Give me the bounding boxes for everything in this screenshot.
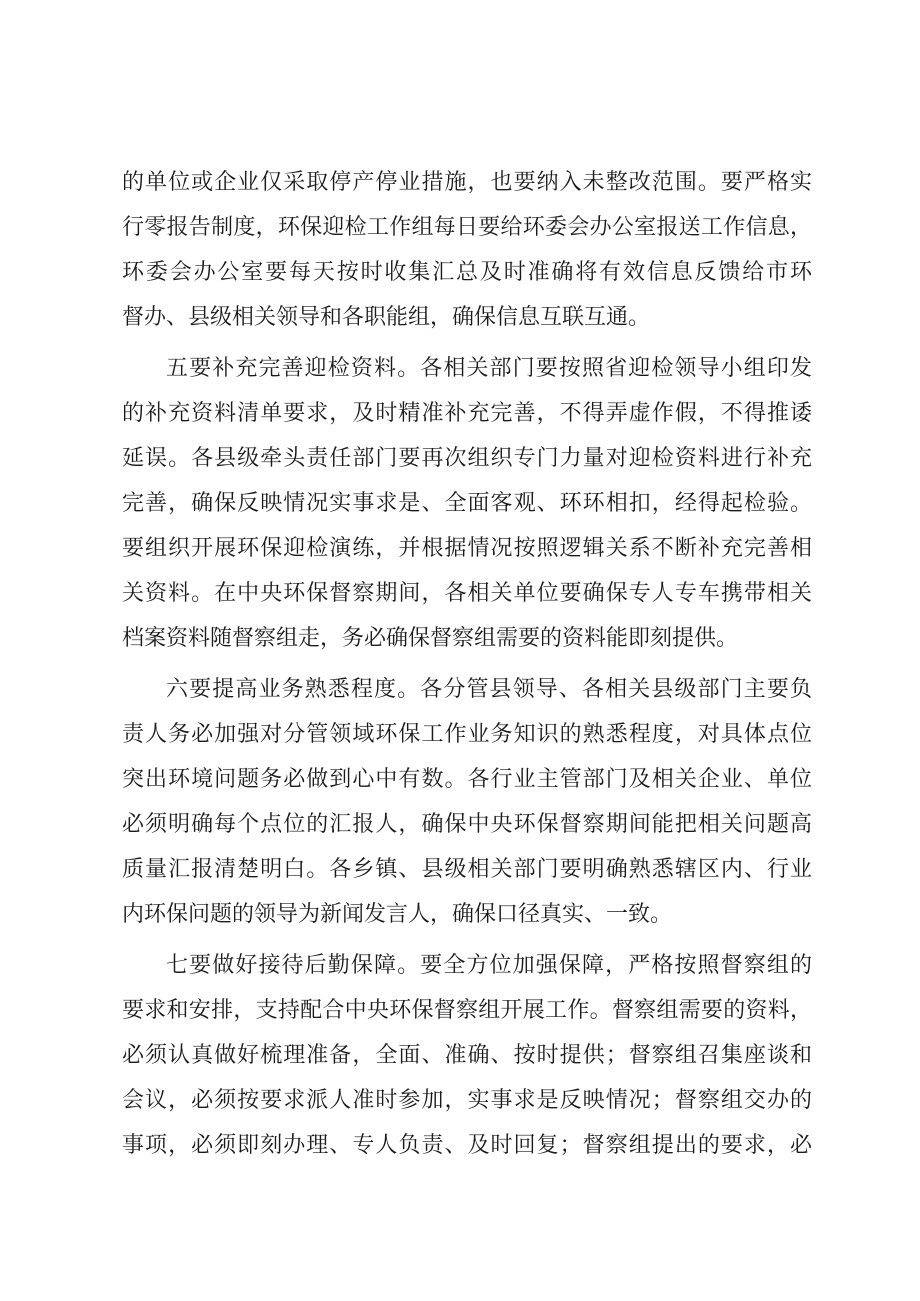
- paragraph-item-7: [122, 943, 812, 1168]
- text-line: 督办、县级相关领导和各职能组，确保信息互联互通。: [122, 305, 651, 330]
- text-line: 事项，必须即刻办理、专人负责、及时回复；督察组提出的要求，必: [122, 1133, 812, 1158]
- text-line: 环委会办公室要每天按时收集汇总及时准确将有效信息反馈给市环: [122, 260, 812, 285]
- text-line: 必须明确每个点位的汇报人，确保中央环保督察期间能把相关问题高: [122, 812, 812, 837]
- text-line: 七要做好接待后勤保障。要全方位加强保障，严格按照督察组的: [166, 953, 812, 978]
- text-line: 的补充资料清单要求，及时精准补充完善，不得弄虚作假，不得推诿: [122, 401, 812, 426]
- text-line: 六要提高业务熟悉程度。各分管县领导、各相关县级部门主要负: [166, 677, 812, 702]
- text-line: 要求和安排，支持配合中央环保督察组开展工作。督察组需要的资料，: [122, 998, 812, 1023]
- paragraph-continuation: [122, 160, 812, 340]
- paragraph-item-6: [122, 667, 812, 937]
- text-line: 要组织开展环保迎检演练，并根据情况按照逻辑关系不断补充完善相: [122, 536, 812, 561]
- text-line: 会议，必须按要求派人准时参加，实事求是反映情况；督察组交办的: [122, 1088, 812, 1113]
- text-line: 必须认真做好梳理准备，全面、准确、按时提供；督察组召集座谈和: [122, 1043, 812, 1068]
- text-line: 档案资料随督察组走，务必确保督察组需要的资料能即刻提供。: [122, 626, 739, 651]
- paragraph-item-5: [122, 346, 812, 661]
- text-line: 的单位或企业仅采取停产停业措施，也要纳入未整改范围。要严格实: [122, 170, 812, 195]
- text-line: 行零报告制度，环保迎检工作组每日要给环委会办公室报送工作信息，: [122, 215, 812, 240]
- text-line: 关资料。在中央环保督察期间，各相关单位要确保专人专车携带相关: [122, 581, 812, 606]
- text-line: 突出环境问题务必做到心中有数。各行业主管部门及相关企业、单位: [122, 767, 812, 792]
- text-line: 延误。各县级牵头责任部门要再次组织专门力量对迎检资料进行补充: [122, 446, 812, 471]
- document-body: [122, 160, 812, 1168]
- text-line: 质量汇报清楚明白。各乡镇、县级相关部门要明确熟悉辖区内、行业: [122, 857, 812, 882]
- text-line: 完善，确保反映情况实事求是、全面客观、环环相扣，经得起检验。: [122, 491, 812, 516]
- text-line: 责人务必加强对分管领域环保工作业务知识的熟悉程度，对具体点位: [122, 722, 812, 747]
- text-line: 内环保问题的领导为新闻发言人，确保口径真实、一致。: [122, 902, 673, 927]
- text-line: 五要补充完善迎检资料。各相关部门要按照省迎检领导小组印发: [166, 356, 812, 381]
